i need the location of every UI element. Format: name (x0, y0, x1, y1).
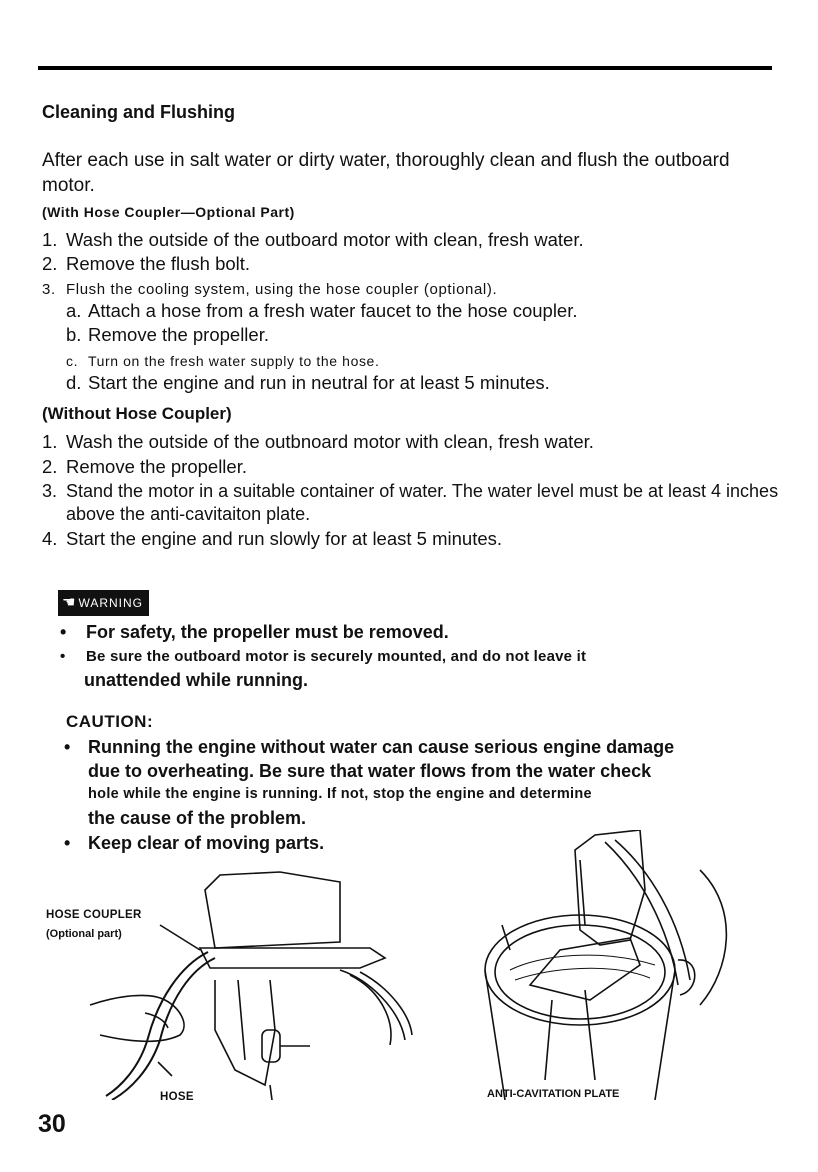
warning-item-1: • For safety, the propeller must be removed. (60, 622, 449, 642)
top-rule (38, 66, 772, 70)
caution-title: CAUTION: (66, 712, 154, 731)
hose-leader-line (158, 1062, 172, 1076)
figure-flushing-illustration (40, 830, 740, 1100)
section-heading: Cleaning and Flushing (42, 102, 235, 122)
caution-bullet-1: • (64, 737, 71, 757)
without-step-2: 2. Remove the propeller. (42, 456, 247, 477)
substep-b: b. Remove the propeller. (66, 324, 269, 345)
with-step-3: 3. Flush the cooling system, using the hose coupler (optional). (42, 281, 498, 298)
substep-d: d. Start the engine and run in neutral for at least 5 minutes. (66, 372, 550, 393)
page-number: 30 (38, 1110, 66, 1138)
hose-drawing (106, 952, 215, 1100)
without-step-1: 1. Wash the outside of the outbnoard motor with clean, fresh water. (42, 431, 594, 452)
caution-line-3: hole while the engine is running. If not, stop the engine and determine (88, 786, 592, 802)
without-step-4: 4. Start the engine and run slowly for at least 5 minutes. (42, 528, 503, 549)
hand-warning-icon: ☚ (62, 594, 77, 611)
substep-c: c. Turn on the fresh water supply to the hose. (66, 353, 380, 369)
anti-cavitation-plate-label: ANTI-CAVITATION PLATE (487, 1088, 620, 1100)
caution-line-1: Running the engine without water can cause serious engine damage (88, 737, 675, 757)
hose-coupler-label: HOSE COUPLER (46, 909, 142, 921)
warning-item-2: • Be sure the outboard motor is securely mounted, and do not leave it (60, 648, 587, 665)
plate-leader-line (585, 990, 595, 1080)
hose-label: HOSE (160, 1091, 194, 1100)
without-coupler-title: (Without Hose Coupler) (42, 404, 232, 423)
coupler-leader-line (160, 925, 200, 950)
hose-coupler-sublabel: (Optional part) (46, 928, 122, 940)
plate-leader-line-2 (545, 1000, 552, 1080)
bucket-drawing (485, 915, 695, 1100)
substep-a: a. Attach a hose from a fresh water faucet to the hose coupler. (66, 300, 578, 321)
caution-item-2: Keep clear of moving parts. (88, 833, 325, 853)
hand-drawing (90, 995, 184, 1041)
without-step-3: 3. Stand the motor in a suitable container of water. The water level must be at least 4 inches above the anti-cavitaiton plate. (42, 481, 779, 524)
caution-bullet-2: • (64, 833, 71, 853)
intro-paragraph: After each use in salt water or dirty water, thoroughly clean and flush the outboard motor. (42, 150, 730, 196)
warning-item-2-cont: unattended while running. (84, 670, 308, 690)
with-coupler-title: (With Hose Coupler—Optional Part) (42, 204, 295, 220)
with-step-1: 1. Wash the outside of the outboard motor with clean, fresh water. (42, 229, 584, 250)
caution-line-4: the cause of the problem. (88, 808, 307, 828)
caution-line-2: due to overheating. Be sure that water flows from the water check (88, 761, 652, 781)
outboard-motor-drawing (200, 872, 412, 1100)
with-step-2: 2. Remove the flush bolt. (42, 253, 251, 274)
motor-in-bucket-drawing (530, 830, 726, 1005)
warning-badge: ☚ WARNING (58, 590, 149, 616)
